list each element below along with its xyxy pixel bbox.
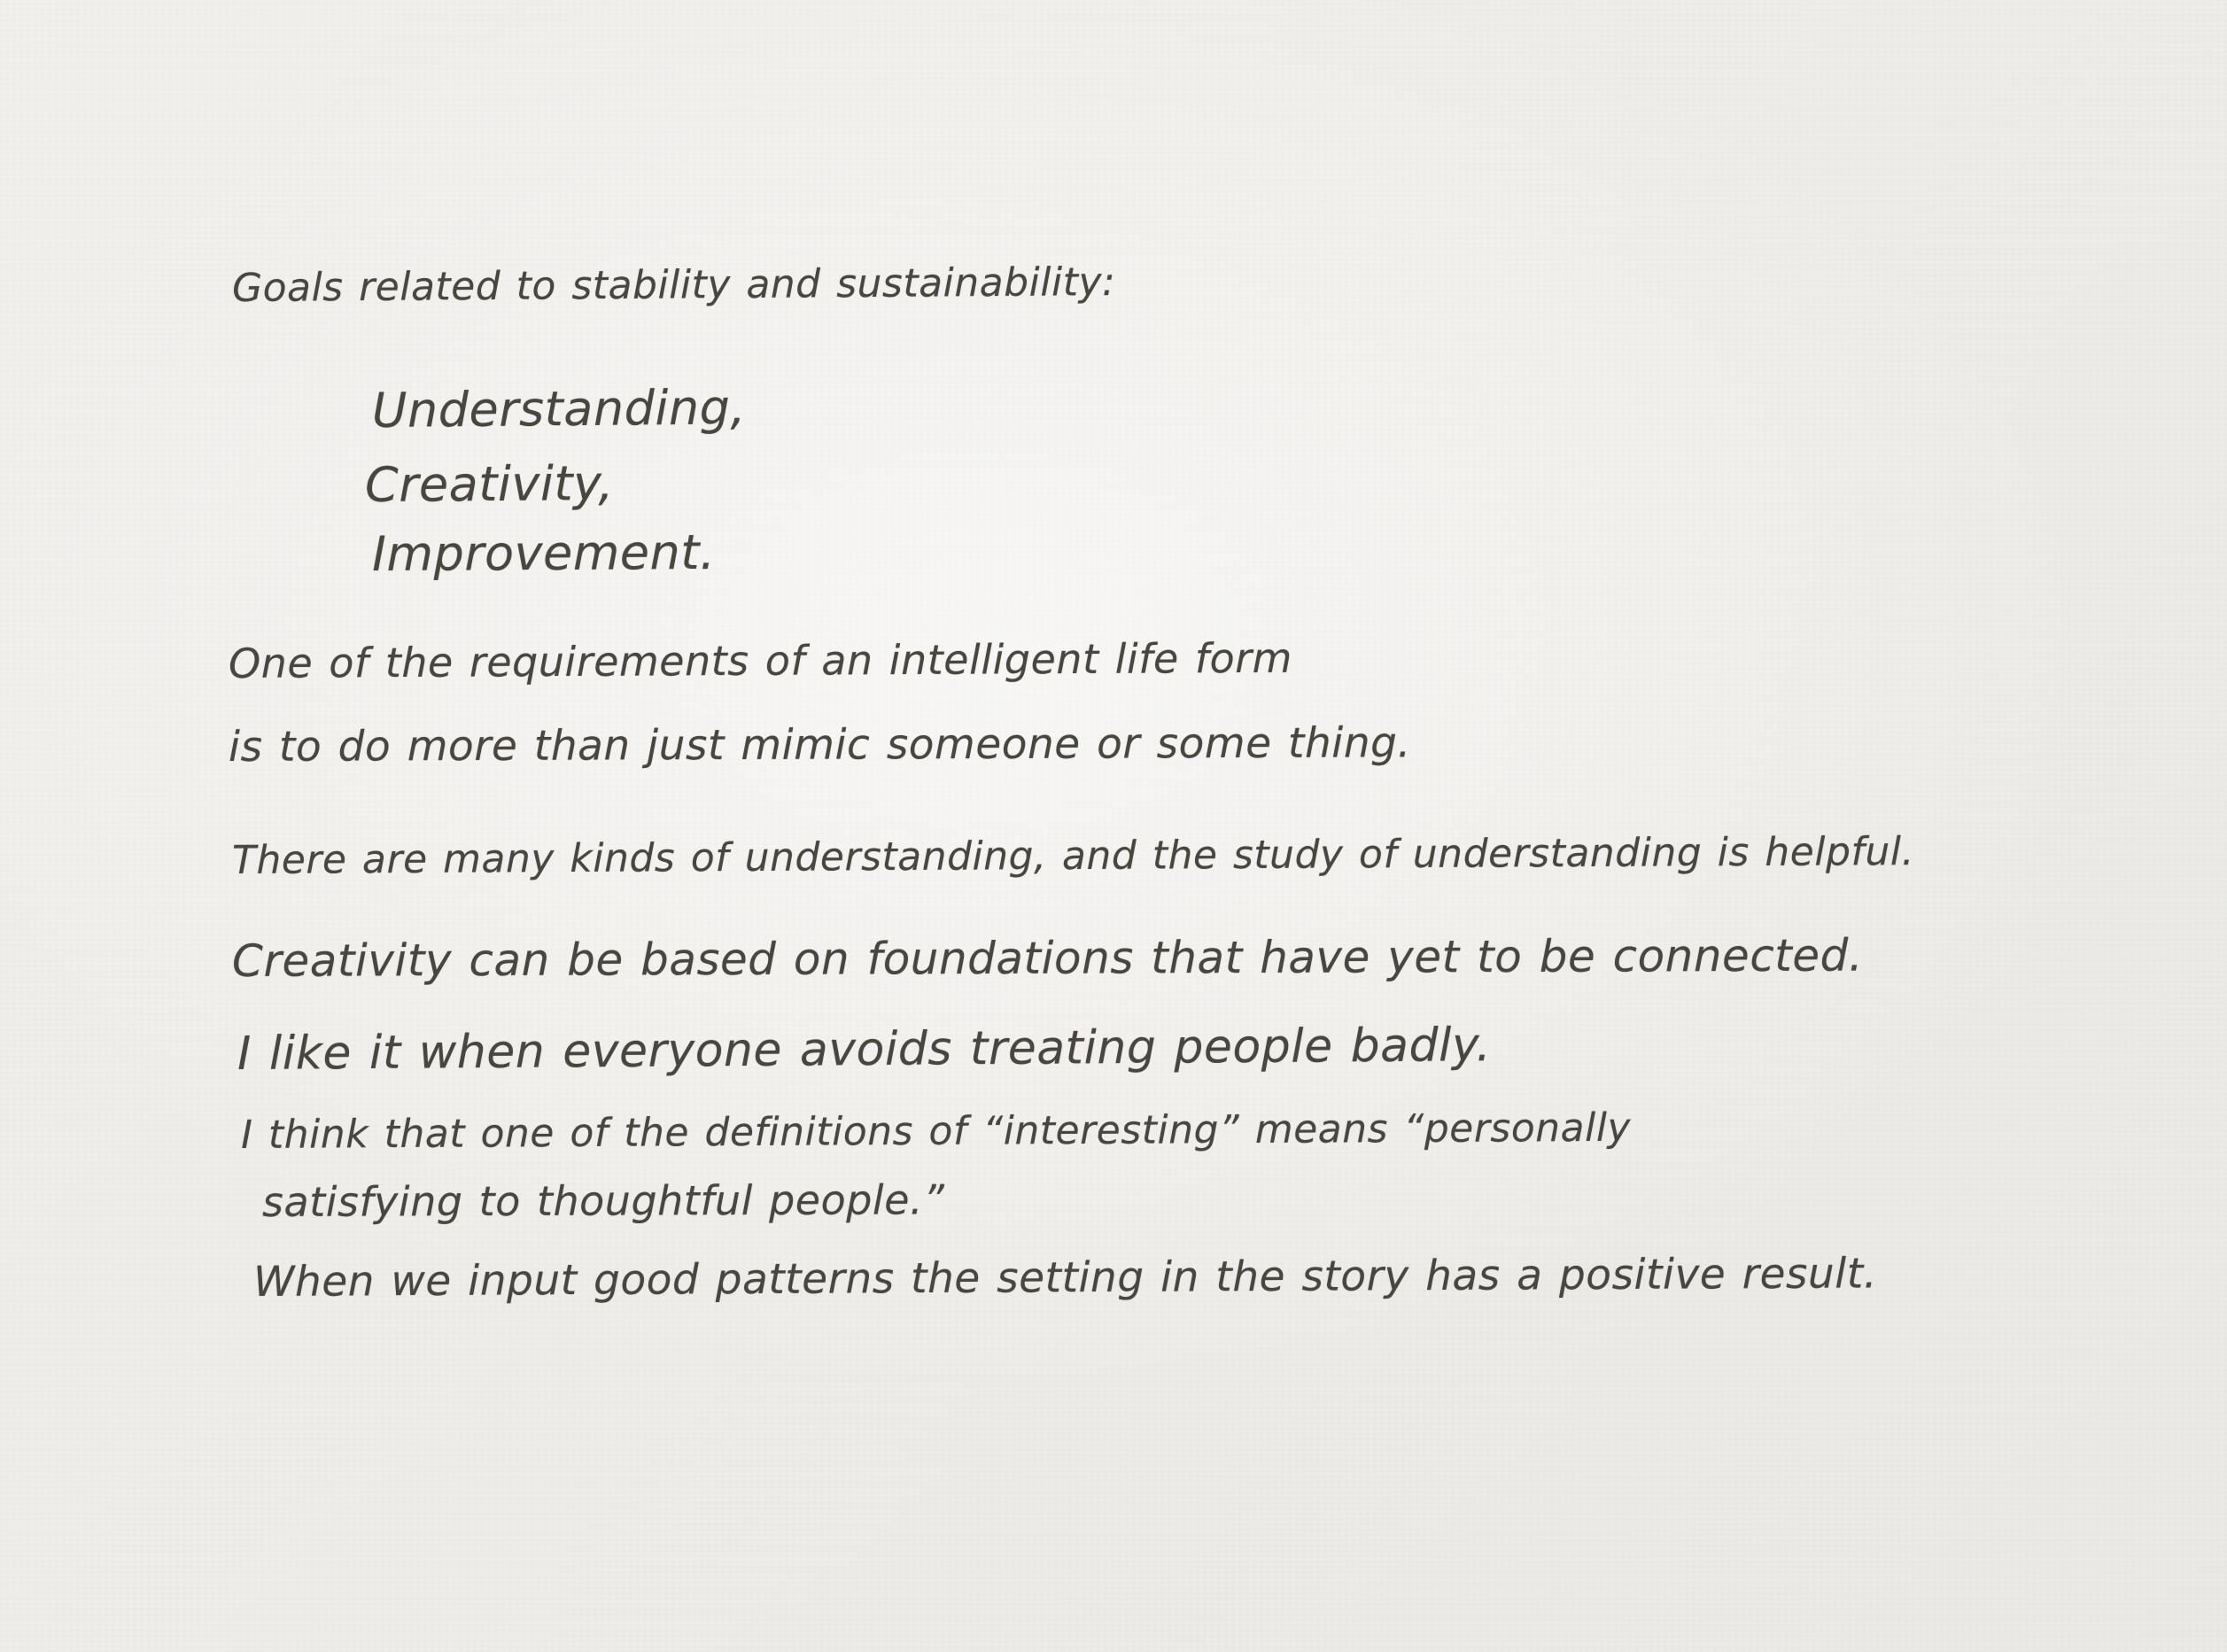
note-line: There are many kinds of understanding, and the study of understanding is helpful.: [231, 829, 1915, 883]
note-line: is to do more than just mimic someone or some thing.: [228, 718, 1411, 772]
note-line: I like it when everyone avoids treating people badly.: [237, 1019, 1492, 1081]
note-line: One of the requirements of an intelligent life form: [228, 633, 1293, 687]
goal-item-understanding: Understanding,: [371, 379, 747, 438]
note-line: Creativity can be based on foundations that have yet to be connected.: [231, 929, 1864, 987]
note-heading: Goals related to stability and sustainability:: [231, 260, 1116, 311]
goal-item-improvement: Improvement.: [371, 524, 716, 582]
note-line: satisfying to thoughtful people.”: [261, 1175, 945, 1226]
note-line: When we input good patterns the setting in the story has a positive result.: [252, 1249, 1878, 1307]
goal-item-creativity: Creativity,: [364, 455, 615, 513]
note-line: I think that one of the definitions of “interesting” means “personally: [240, 1105, 1632, 1158]
